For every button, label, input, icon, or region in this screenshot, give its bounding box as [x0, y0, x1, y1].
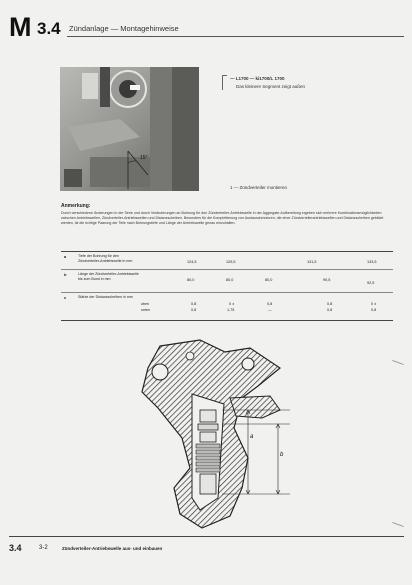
footer-rule — [9, 536, 404, 537]
table-cell: 1,75 — [227, 308, 235, 312]
table-cell: 0,8 — [327, 308, 333, 312]
table-cell: 0,8 — [267, 302, 273, 306]
footer-subpage: 3-2 — [39, 545, 48, 551]
row-letter: b — [64, 272, 67, 277]
table-cell: 0 ± — [229, 302, 235, 306]
annotation-bracket — [222, 75, 227, 90]
table-cell: — — [268, 308, 272, 312]
margin-mark — [392, 360, 404, 365]
engine-photo — [60, 67, 199, 191]
table-cell: 80,0 — [265, 278, 273, 282]
table-cell: 133,5 — [367, 260, 377, 264]
angle-label: 15° — [140, 155, 148, 161]
chapter-letter: M — [9, 12, 32, 42]
row-label: Länge der Zündverteiler-Antriebswelle bis zum Bund in mm — [78, 272, 139, 281]
table-cell: 0 ± — [371, 302, 377, 306]
header-rule — [67, 36, 404, 37]
table-cell: 80,0 — [226, 278, 234, 282]
margin-mark — [392, 522, 404, 527]
table-cell: 90,5 — [323, 278, 331, 282]
table-cell: 131,5 — [307, 260, 317, 264]
row-sublabel: unten — [141, 308, 150, 312]
row-label: Tiefe der Bohrung für den Zündverteiler-Antriebswelle in mm — [78, 254, 133, 263]
row-letter: c — [64, 295, 67, 300]
table-cell: 0,8 — [327, 302, 333, 306]
table-cell: 124,5 — [187, 260, 197, 264]
chapter-number: 3.4 — [37, 19, 61, 38]
spec-table — [61, 251, 393, 321]
table-cell: 0,8 — [191, 302, 197, 306]
table-cell: 0,8 — [191, 308, 197, 312]
engine-section-drawing — [130, 338, 382, 530]
page-title: Zündanlage — Montagehinweise — [69, 24, 179, 33]
photo-caption: 1 — Zündverteiler montieren — [230, 185, 288, 190]
table-row — [61, 269, 393, 292]
dimension-b-label: b — [280, 452, 284, 458]
table-cell: 125,5 — [226, 260, 236, 264]
row-sublabel: oben — [141, 302, 149, 306]
table-cell: 92,5 — [367, 281, 375, 285]
dimension-a-label: a — [250, 434, 254, 440]
note-heading: Anmerkung: — [61, 203, 91, 209]
table-cell: 0,8 — [371, 308, 377, 312]
note-paragraph: Durch verschiedene Änderungen in der Serie und durch Veränderungen an Bohrung für den Zündverteiler-Antriebswelle in der Aggregate-Aufbereitung ergeben sich mehrere Kombinationsmöglichkeiten zwischen Antriebswellen, Zündverteiler-Antriebswellen und Distanzscheiben. Besonders für die Komplettierung von Austauschmotoren, die einer Zündverteilerantriebswellen und Distanzscheiben gebildet werden, ist die richtige Paarung der Teile nach Bohrungstiefe und Länge der Antriebswelle genau einzuhalten. — [61, 211, 384, 226]
footer-section-title: Zündverteiler-Antriebswelle aus- und einbauen — [62, 546, 163, 551]
page-header — [9, 10, 404, 44]
table-cell: 80,0 — [187, 278, 195, 282]
table-row — [61, 252, 393, 268]
segment-note: Das kleinere Segment zeigt außen — [236, 84, 306, 89]
model-annotation: — L1700 — ki1700/L 1700 — [230, 76, 285, 81]
row-letter: a — [64, 254, 67, 259]
footer-page-number: 3.4 — [9, 543, 22, 553]
table-row — [61, 292, 393, 320]
row-label: Stärke der Distanzscheiben in mm — [78, 295, 133, 299]
